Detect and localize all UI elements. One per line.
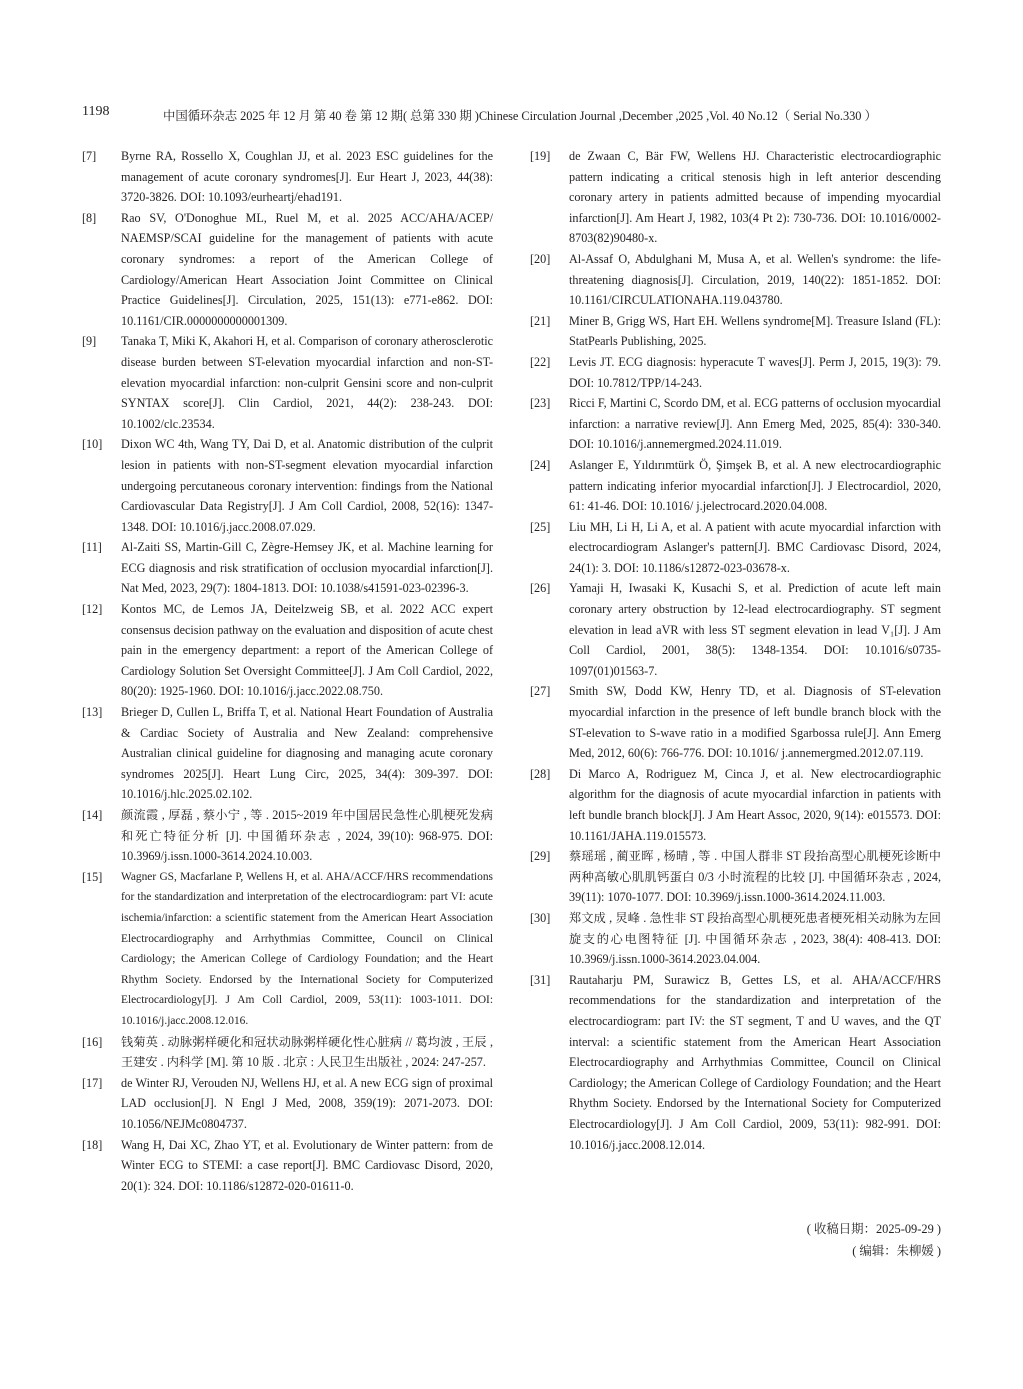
reference-number: [15] [82,869,103,884]
reference-13 [82,702,493,805]
reference-28 [530,764,941,846]
reference-number: [18] [82,1137,103,1152]
reference-text: de Zwaan C, Bär FW, Wellens HJ. Characteristic electrocardiographic pattern indicating a critical stenosis high in left anterior descending coronary artery in patients admitted because of impending myocardial infarction[J]. Am Heart J, 1982, 103(4 Pt 2): 730-736. DOI: 10.1016/0002-8703(82)90480-x. [569,149,941,246]
reference-text: Smith SW, Dodd KW, Henry TD, et al. Diagnosis of ST-elevation myocardial infarction in the presence of left bundle branch block with the ST-elevation to S-wave ratio in a modified Sgarbossa rule[J]. Ann Emerg Med, 2012, 60(6): 766-776. DOI: 10.1016/ j.annemergmed.2012.07.119. [569,684,941,761]
reference-25 [530,517,941,579]
reference-23 [530,393,941,455]
reference-text: Kontos MC, de Lemos JA, Deitelzweig SB, et al. 2022 ACC expert consensus decision pathway on the evaluation and disposition of acute chest pain in the emergency department: a report of the American College of Cardiology Solution Set Oversight Committee[J]. J Am Coll Cardiol, 2022, 80(20): 1925-1960. DOI: 10.1016/j.jacc.2022.08.750. [121,602,493,699]
editor-credit: ( 编辑：朱柳媛 ) [852,1244,941,1258]
reference-number: [10] [82,437,103,452]
reference-text: Rao SV, O'Donoghue ML, Ruel M, et al. 2025 ACC/AHA/ACEP/ NAEMSP/SCAI guideline for the management of patients with acute coronary syndromes: a report of the American College of Cardiology/American Heart Association Joint Committee on Clinical Practice Guidelines[J]. Circulation, 2025, 151(13): e771-e862. DOI: 10.1161/CIR.0000000000001309. [121,210,493,328]
reference-text: Dixon WC 4th, Wang TY, Dai D, et al. Anatomic distribution of the culprit lesion in patients with non-ST-segment elevation myocardial infarction undergoing percutaneous coronary intervention: findings from the National Cardiovascular Data Registry[J]. J Am Coll Cardiol, 2008, 52(16): 1347-1348. DOI: 10.1016/j.jacc.2008.07.029. [121,437,493,534]
reference-text: Tanaka T, Miki K, Akahori H, et al. Comparison of coronary atherosclerotic disease burden between ST-elevation myocardial infarction and non-ST-elevation myocardial infarction: non-culprit Gensini score and non-culprit SYNTAX score[J]. Clin Cardiol, 2021, 44(2): 238-243. DOI: 10.1002/clc.23534. [121,334,493,431]
reference-text: Levis JT. ECG diagnosis: hyperacute T waves[J]. Perm J, 2015, 19(3): 79. DOI: 10.7812/TPP/14-243. [569,354,941,390]
reference-number: [28] [530,766,551,781]
reference-number: [19] [530,149,551,163]
reference-number: [30] [530,910,551,925]
reference-number: [17] [82,1075,103,1090]
reference-number: [8] [82,210,97,225]
reference-11 [82,537,493,599]
reference-text: 颜流霞 , 厚磊 , 蔡小宁 , 等 . 2015~2019 年中国居民急性心肌梗死发病和死亡特征分析 [J]. 中国循环杂志 , 2024, 39(10): 968-975. DOI: 10.3969/j.issn.1000-3614.2024.10.003. [121,808,493,864]
reference-text: de Winter RJ, Verouden NJ, Wellens HJ, et al. A new ECG sign of proximal LAD occlusion[J]. N Engl J Med, 2008, 359(19): 2071-2073. DOI: 10.1056/NEJMc0804737. [121,1075,493,1131]
reference-26 [530,578,941,681]
reference-text: Ricci F, Martini C, Scordo DM, et al. ECG patterns of occlusion myocardial infarction: a narrative review[J]. Ann Emerg Med, 2025, 85(4): 330-340. DOI: 10.1016/j.annemergmed.2024.11.019. [569,396,941,452]
reference-16 [82,1032,493,1073]
references-left-column [82,146,493,1196]
reference-19 [530,146,941,249]
reference-12 [82,599,493,702]
reference-15 [82,867,493,1032]
reference-number: [25] [530,519,551,534]
reference-number: [23] [530,396,551,411]
reference-text: Rautaharju PM, Surawicz B, Gettes LS, et al. AHA/ACCF/HRS recommendations for the standardization and interpretation of the electrocardiogram: part IV: the ST segment, T and U waves, and the QT interval: a scientific statement from the American Heart Association Electrocardiography and Arrhythmias Committee, Council on Clinical Cardiology; the American College of Cardiology Foundation; and the Heart Rhythm Society. Endorsed by the International Society for Computerized Electrocardiology[J]. J Am Coll Cardiol, 2009, 53(11): 982-991. DOI: 10.1016/j.jacc.2008.12.014. [569,972,941,1152]
reference-31 [530,970,941,1155]
reference-number: [29] [530,849,551,864]
page-number: 1198 [82,104,110,119]
reference-number: [12] [82,602,103,617]
reference-text: Brieger D, Cullen L, Briffa T, et al. National Heart Foundation of Australia & Cardiac Society of Australia and New Zealand: comprehensive Australian clinical guideline for diagnosing and managing acute coronary syndromes 2025[J]. Heart Lung Circ, 2025, 34(4): 309-397. DOI: 10.1016/j.hlc.2025.02.102. [121,705,493,802]
reference-10 [82,434,493,537]
reference-text: Wagner GS, Macfarlane P, Wellens H, et al. AHA/ACCF/HRS recommendations for the standardization and interpretation of the electrocardiogram: part VI: acute ischemia/infarction: a scientific statement from the American Heart Association Electrocardiography and Arrhythmias Committee, Council on Clinical Cardiology; the American College of Cardiology Foundation; and the Heart Rhythm Society. Endorsed by the International Society for Computerized Electrocardiology[J]. J Am Coll Cardiol, 2009, 53(11): 1003-1011. DOI: 10.1016/j.jacc.2008.12.016. [121,870,493,1027]
reference-text: Yamaji H, Iwasaki K, Kusachi S, et al. Prediction of acute left main coronary artery obstruction by 12-lead electrocardiography. ST segment elevation in lead aVR with less ST segment elevation in lead V₁[J]. J Am Coll Cardiol, 2001, 38(5): 1348-1354. DOI: 10.1016/s0735-1097(01)01563-7. [569,581,941,678]
reference-number: [16] [82,1034,103,1049]
reference-21 [530,311,941,352]
reference-text: Miner B, Grigg WS, Hart EH. Wellens syndrome[M]. Treasure Island (FL): StatPearls Publishing, 2025. [569,313,941,349]
article-footer [807,1218,941,1262]
running-header: 中国循环杂志 2025 年 12 月 第 40 卷 第 12 期( 总第 330 期 )Chinese Circulation Journal ,December ,2025 ,Vol. 40 No.12（ Serial No.330 ） [163,109,877,123]
reference-14 [82,805,493,867]
reference-27 [530,681,941,763]
reference-22 [530,352,941,393]
reference-number: [31] [530,972,551,987]
reference-text: Al-Zaiti SS, Martin-Gill C, Zègre-Hemsey JK, et al. Machine learning for ECG diagnosis and risk stratification of occlusion myocardial infarction[J]. Nat Med, 2023, 29(7): 1804-1813. DOI: 10.1038/s41591-023-02396-3. [121,540,493,596]
reference-number: [21] [530,313,551,328]
reference-number: [27] [530,684,551,699]
reference-number: [26] [530,581,551,596]
reference-text: Liu MH, Li H, Li A, et al. A patient with acute myocardial infarction with electrocardiogram Aslanger's pattern[J]. BMC Cardiovasc Disord, 2024, 24(1): 3. DOI: 10.1186/s12872-023-03678-x. [569,519,941,575]
reference-30 [530,908,941,970]
reference-text: Aslanger E, Yıldırımtürk Ö, Şimşek B, et al. A new electrocardiographic pattern indicating inferior myocardial infarction[J]. J Electrocardiol, 2020, 61: 41-46. DOI: 10.1016/ j.jelectrocard.2020.04.008. [569,457,941,514]
reference-17 [82,1073,493,1135]
reference-text: Wang H, Dai XC, Zhao YT, et al. Evolutionary de Winter pattern: from de Winter ECG to STEMI: a case report[J]. BMC Cardiovasc Disord, 2020, 20(1): 324. DOI: 10.1186/s12872-020-01611-0. [121,1137,493,1193]
reference-number: [24] [530,457,551,472]
reference-text: 郑文成 , 炅峰 . 急性非 ST 段抬高型心肌梗死患者梗死相关动脉为左回旋支的心电图特征 [J]. 中国循环杂志 , 2023, 38(4): 408-413. DOI: 10.3969/j.issn.1000-3614.2023.04.004. [569,910,941,967]
reference-9 [82,331,493,434]
reference-text: Byrne RA, Rossello X, Coughlan JJ, et al. 2023 ESC guidelines for the management of acute coronary syndromes[J]. Eur Heart J, 2023, 44(38): 3720-3826. DOI: 10.1093/eurheartj/ehad191. [121,149,493,205]
reference-text: 钱菊英 . 动脉粥样硬化和冠状动脉粥样硬化性心脏病 // 葛均波 , 王辰 , 王建安 . 内科学 [M]. 第 10 版 . 北京 : 人民卫生出版社 , 2024: 247-257. [121,1034,493,1070]
reference-number: [14] [82,808,103,822]
reference-7 [82,146,493,208]
reference-18 [82,1135,493,1197]
reference-24 [530,455,941,517]
reference-number: [7] [82,149,97,163]
reference-number: [13] [82,705,103,720]
references-right-column [530,146,941,1155]
reference-text: Di Marco A, Rodriguez M, Cinca J, et al. New electrocardiographic algorithm for the diagnosis of acute myocardial infarction in patients with left bundle branch block[J]. J Am Heart Assoc, 2020, 9(14): e015573. DOI: 10.1161/JAHA.119.015573. [569,766,941,843]
received-date: ( 收稿日期：2025-09-29 ) [806,1222,941,1236]
reference-text: 蔡瑶瑶 , 蔺亚晖 , 杨晴 , 等 . 中国人群非 ST 段抬高型心肌梗死诊断中两种高敏心肌肌钙蛋白 0/3 小时流程的比较 [J]. 中国循环杂志 , 2024, 39(11): 1070-1077. DOI: 10.3969/j.issn.1000-3614.2024.11.003. [569,849,941,905]
reference-number: [11] [82,540,102,555]
reference-20 [530,249,941,311]
reference-number: [22] [530,354,551,369]
reference-text: Al-Assaf O, Abdulghani M, Musa A, et al. Wellen's syndrome: the life-threatening diagnosis[J]. Circulation, 2019, 140(22): 1851-1852. DOI: 10.1161/CIRCULATIONAHA.119.043780. [569,251,941,308]
reference-number: [9] [82,334,97,349]
reference-29 [530,846,941,908]
reference-number: [20] [530,251,551,266]
reference-8 [82,208,493,332]
